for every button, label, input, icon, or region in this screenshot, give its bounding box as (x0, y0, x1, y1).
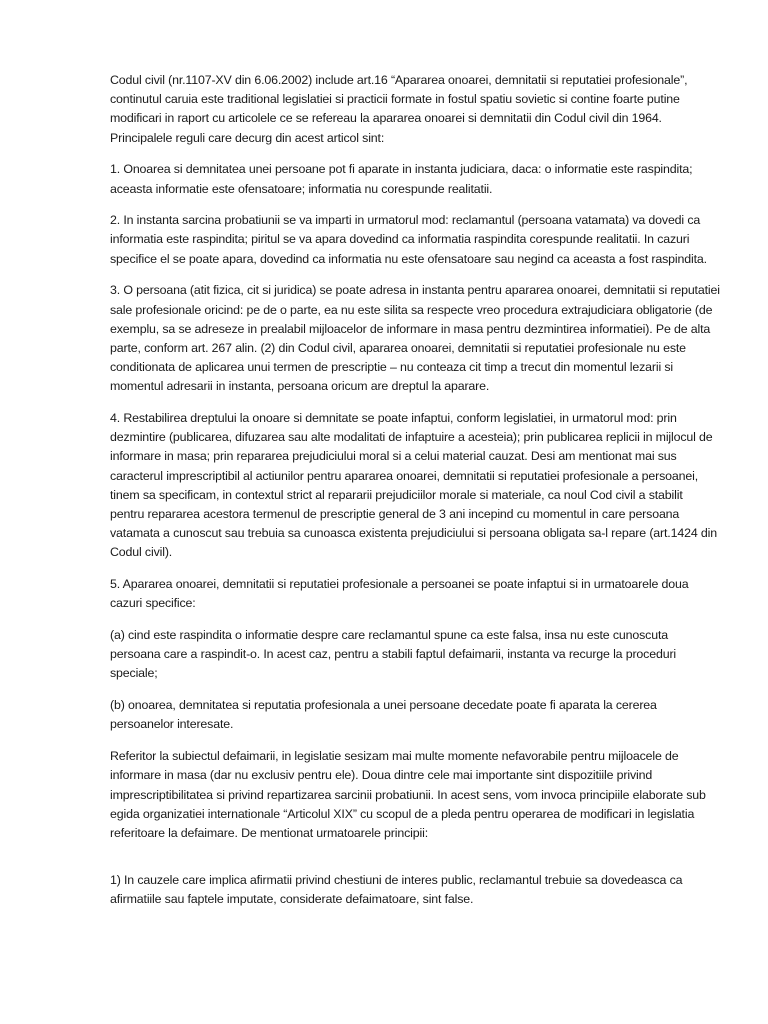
case-a-paragraph: (a) cind este raspindita o informatie despre care reclamantul spune ca este falsa, insa nu este cunoscuta persoana care a raspindit-o. In acest caz, pentru a stabili faptul defaimarii, instanta va recurge la proceduri speciale; (110, 628, 677, 681)
rule-3-paragraph: 3. O persoana (atit fizica, cit si juridica) se poate adresa in instanta pentru apararea onoarei, demnitatii si reputatiei sale profesionale oricind: pe de o parte, ea nu este silita sa respecte vreo procedura extrajudiciara obligatorie (de exemplu, sa se adreseze in prealabil mijloacelor de informare in masa pentru dezmintirea informatiei). Pe de alta parte, conform art. 267 alin. (2) din Codul civil, apararea onoarei, demnitatii si reputatiei profesionale nu este conditionata de aplicarea unui termen de prescriptie – nu conteaza cit timp a trecut din momentul lezarii si momentul adresarii in instanta, persoana oricum are dreptul la aparare. (110, 283, 720, 394)
principle-1-paragraph: 1) In cauzele care implica afirmatii privind chestiuni de interes public, reclamantul trebuie sa dovedeasca ca afirmatiile sau faptele imputate, considerate defaimatoare, sint false. (110, 873, 683, 907)
rule-2-paragraph: 2. In instanta sarcina probatiunii se va imparti in urmatorul mod: reclamantul (persoana vatamata) va dovedi ca informatia este raspindita; piritul se va apara dovedind ca informatia raspindita corespunde realitatii. In cazuri specifice el se poate apara, dovedind ca informatia nu este ofensatoare sau negind ca aceasta a fost raspindita. (110, 213, 707, 266)
rule-4-paragraph: 4. Restabilirea dreptului la onoare si demnitate se poate infaptui, conform legislatiei, in urmatorul mod: prin dezmintire (publicarea, difuzarea sau alte modalitati de infaptuire a acesteia); prin publicarea replicii in mijlocul de informare in masa; prin repararea prejudiciului moral si a celui material cauzat. Desi am mentionat mai sus caracterul imprescriptibil al actiunilor pentru apararea onoarei, demnitatii si reputatiei profesionale a persoanei, tinem sa specificam, in contextul strict al repararii prejudiciilor morale si materiale, ca noul Cod civil a stabilit pentru repararea acestora termenul de prescriptie general de 3 ani incepind cu momentul in care persoana vatamata a cunoscut sau trebuia sa cunoasca existenta prejudiciului si persoana obligata sa-l repare (art.1424 din Codul civil). (110, 411, 717, 560)
rule-1-paragraph: 1. Onoarea si demnitatea unei persoane pot fi aparate in instanta judiciara, daca: o informatie este raspindita; aceasta informatie este ofensatoare; informatia nu corespunde realitatii. (110, 162, 693, 196)
case-b-paragraph: (b) onoarea, demnitatea si reputatia profesionala a unei persoane decedate poate fi aparata la cererea persoanelor interesate. (110, 698, 657, 732)
defamation-paragraph: Referitor la subiectul defaimarii, in legislatie sesizam mai multe momente nefavorabile pentru mijloacele de informare in masa (dar nu exclusiv pentru ele). Doua dintre cele mai importante sint dispozitiile privind imprescriptibilitatea si privind repartizarea sarcinii probatiunii. In acest sens, vom invoca principiile elaborate sub egida organizatiei internationale “Articolul XIX” cu scopul de a pleda pentru operarea de modificari in legislatia referitoare la defaimare. De mentionat urmatoarele principii: (110, 749, 706, 840)
document-page (110, 71, 720, 922)
intro-paragraph: Codul civil (nr.1107-XV din 6.06.2002) include art.16 “Apararea onoarei, demnitatii si reputatiei profesionale”, continutul caruia este traditional legislatiei si practicii formate in fostul spatiu sovietic si contine foarte putine modificari in raport cu articolele ce se refereau la apararea onoarei si demnitatii din Codul civil din 1964. Principalele reguli care decurg din acest articol sint: (110, 73, 688, 145)
rule-5-paragraph: 5. Apararea onoarei, demnitatii si reputatiei profesionale a persoanei se poate infaptui si in urmatoarele doua cazuri specifice: (110, 577, 689, 611)
